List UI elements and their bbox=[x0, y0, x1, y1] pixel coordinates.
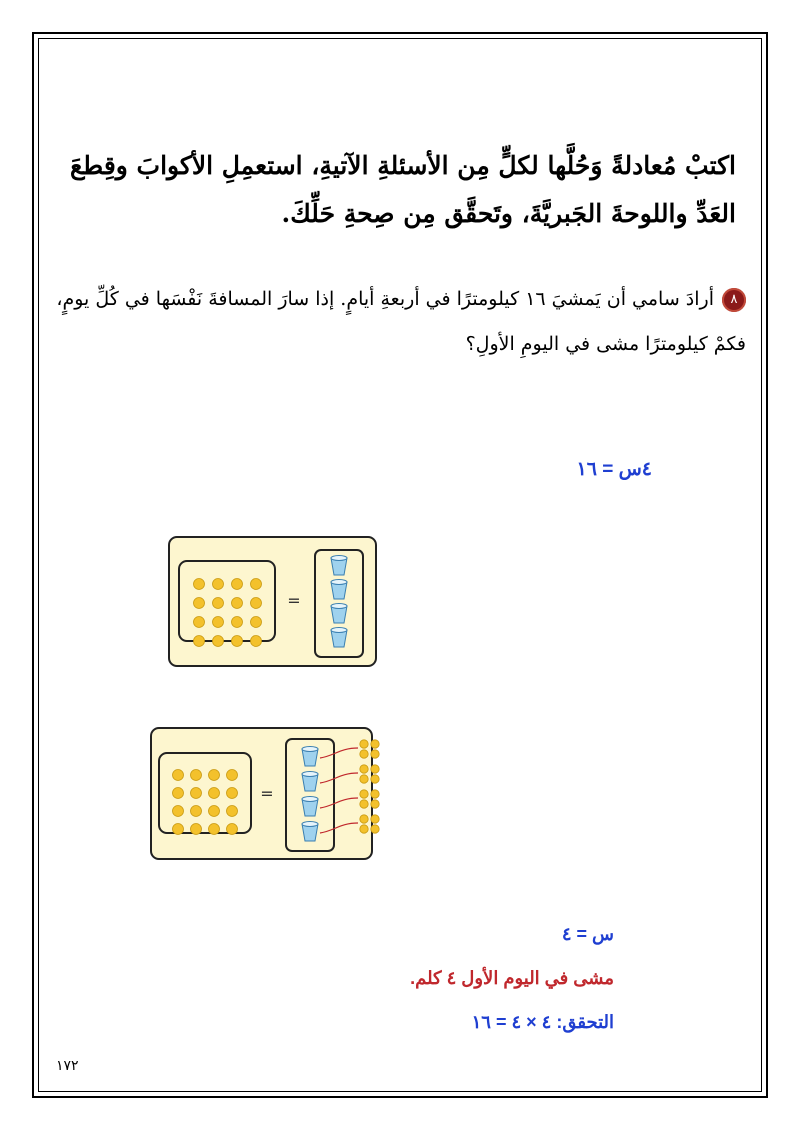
counter bbox=[191, 824, 202, 835]
counter bbox=[173, 824, 184, 835]
counter bbox=[173, 770, 184, 781]
counter bbox=[213, 579, 224, 590]
cup-icon bbox=[302, 772, 318, 792]
counter bbox=[371, 775, 379, 783]
counter bbox=[173, 806, 184, 817]
mat-equals-sign: = bbox=[287, 591, 301, 610]
counter bbox=[251, 579, 262, 590]
counter bbox=[213, 617, 224, 628]
counter bbox=[209, 788, 220, 799]
cup-icon bbox=[331, 556, 347, 576]
counter bbox=[213, 636, 224, 647]
counter bbox=[371, 815, 379, 823]
answer-statement: مشى في اليوم الأول ٤ كلم. bbox=[410, 968, 614, 988]
counter bbox=[227, 806, 238, 817]
cup-icon bbox=[302, 747, 318, 767]
algebra-mat-equation bbox=[168, 536, 378, 668]
counter bbox=[232, 579, 243, 590]
counter bbox=[371, 740, 379, 748]
cup-icon bbox=[331, 628, 347, 648]
counter bbox=[209, 806, 220, 817]
problem-number-badge: ٨ bbox=[722, 288, 746, 312]
counter bbox=[209, 770, 220, 781]
counter bbox=[232, 617, 243, 628]
counter bbox=[227, 770, 238, 781]
instruction-text: اكتبْ مُعادلةً وَحُلَّها لكلٍّ مِن الأسئلةِ الآتيةِ، استعمِلِ الأكوابَ وقِطعَ العَدِّ واللوحةَ الجَبريَّةَ، وتَحقَّق مِن صِحةِ حَلِّكَ. bbox=[70, 151, 736, 228]
cup-icon bbox=[302, 797, 318, 817]
counter bbox=[251, 617, 262, 628]
counter bbox=[209, 824, 220, 835]
counter bbox=[227, 824, 238, 835]
counter bbox=[360, 750, 368, 758]
answer-x-value: س = ٤ bbox=[561, 924, 614, 944]
counter bbox=[194, 617, 205, 628]
counter bbox=[360, 800, 368, 808]
counter bbox=[371, 765, 379, 773]
counter bbox=[360, 765, 368, 773]
counter bbox=[213, 598, 224, 609]
counter bbox=[360, 815, 368, 823]
mat-equals-sign: = bbox=[260, 784, 274, 803]
counter bbox=[227, 788, 238, 799]
equation: ٤س = ١٦ bbox=[576, 459, 652, 480]
counter bbox=[371, 750, 379, 758]
cup-icon bbox=[302, 822, 318, 842]
counter bbox=[371, 825, 379, 833]
algebra-mat-distributed bbox=[150, 727, 390, 863]
cup-icon bbox=[331, 580, 347, 600]
cup-icon bbox=[331, 604, 347, 624]
counter bbox=[194, 636, 205, 647]
answer-check: التحقق: ٤ × ٤ = ١٦ bbox=[471, 1012, 614, 1032]
counter bbox=[371, 800, 379, 808]
problem-text: أرادَ سامي أن يَمشيَ ١٦ كيلومترًا في أربعةِ أيامٍ. إذا سارَ المسافةَ نَفْسَها في كُلِّ يومٍ، فكمْ كيلومترًا مشى في اليومِ الأولِ؟ bbox=[56, 288, 746, 355]
counter bbox=[360, 775, 368, 783]
counter bbox=[360, 790, 368, 798]
counter bbox=[194, 579, 205, 590]
counter bbox=[191, 788, 202, 799]
counter bbox=[251, 636, 262, 647]
counter bbox=[360, 825, 368, 833]
counter bbox=[173, 788, 184, 799]
counter bbox=[360, 740, 368, 748]
counter bbox=[371, 790, 379, 798]
counter bbox=[194, 598, 205, 609]
counter bbox=[191, 806, 202, 817]
counter bbox=[191, 770, 202, 781]
counter bbox=[251, 598, 262, 609]
counter bbox=[232, 598, 243, 609]
page-number: ١٧٢ bbox=[56, 1058, 79, 1074]
problem-block bbox=[56, 277, 746, 367]
counter bbox=[232, 636, 243, 647]
